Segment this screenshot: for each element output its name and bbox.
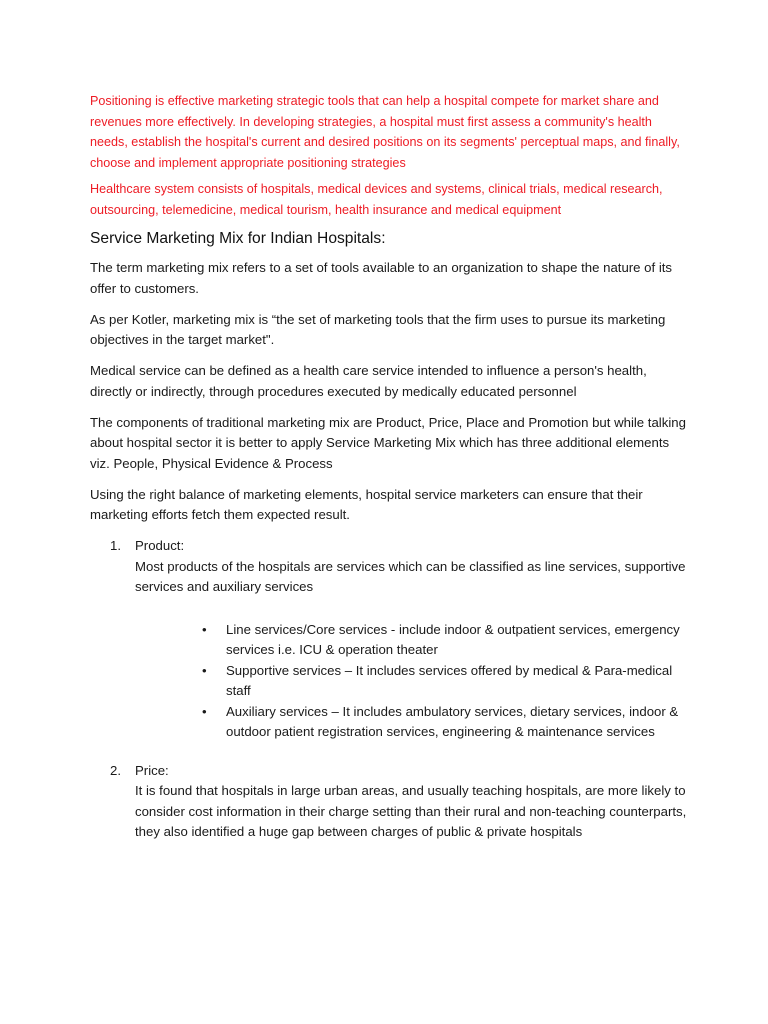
list-item-text: It is found that hospitals in large urban areas, and usually teaching hospitals, are more likely to consider cost information in their charge setting than their rural and non-teaching counterparts, they also identified a huge gap between charges of public & private hospitals [135, 783, 687, 839]
intro-positioning-paragraph: Positioning is effective marketing strategic tools that can help a hospital compete for market share and revenues more effectively. In developing strategies, a hospital must first assess a community's health needs, establish the hospital's current and desired positions on its segments' perceptual maps, and finally, choose and implement appropriate positioning strategies [90, 94, 680, 170]
list-item-product [90, 536, 690, 598]
bullet-text: Line services/Core services - include indoor & outpatient services, emergency services i.e. ICU & operation theater [226, 621, 680, 657]
medical-service-paragraph: Medical service can be defined as a health care service intended to influence a person's health, directly or indirectly, through procedures executed by medically educated personnel [90, 363, 647, 399]
kotler-quote-paragraph: As per Kotler, marketing mix is “the set of marketing tools that the firm uses to pursue its marketing objectives in the target market". [90, 311, 666, 347]
list-item-price [90, 761, 690, 843]
bullet-text: Auxiliary services – It includes ambulatory services, dietary services, indoor & outdoor patient registration services, engineering & maintenance services [226, 703, 679, 739]
list-item-title: Price: [135, 762, 169, 778]
intro-healthcare-paragraph: Healthcare system consists of hospitals, medical devices and systems, clinical trials, medical research, outsourcing, telemedicine, medical tourism, health insurance and medical equipment [90, 182, 663, 217]
bullet-icon: • [202, 662, 207, 678]
section-heading: Service Marketing Mix for Indian Hospitals: [90, 230, 386, 247]
bullet-item-supportive-services [90, 661, 690, 702]
marketing-mix-definition-paragraph: The term marketing mix refers to a set of tools available to an organization to shape the nature of its offer to customers. [90, 260, 673, 296]
bullet-item-line-services [90, 620, 690, 661]
list-item-title: Product: [135, 538, 185, 553]
bullet-icon: • [202, 621, 207, 637]
list-item-number: 1. [110, 538, 121, 553]
bullet-item-auxiliary-services [90, 702, 690, 743]
bullet-icon: • [202, 703, 207, 719]
bullet-text: Supportive services – It includes services offered by medical & Para-medical staff [226, 662, 673, 698]
product-bullet-list [90, 620, 690, 743]
list-item-number: 2. [110, 762, 121, 778]
list-item-text: Most products of the hospitals are services which can be classified as line services, supportive services and auxiliary services [135, 558, 686, 594]
balance-paragraph: Using the right balance of marketing elements, hospital service marketers can ensure that their marketing efforts fetch them expected result. [90, 486, 643, 522]
document-body [90, 91, 690, 843]
components-paragraph: The components of traditional marketing mix are Product, Price, Place and Promotion but while talking about hospital sector it is better to apply Service Marketing Mix which has three additional elements viz. People, Physical Evidence & Process [90, 414, 686, 471]
